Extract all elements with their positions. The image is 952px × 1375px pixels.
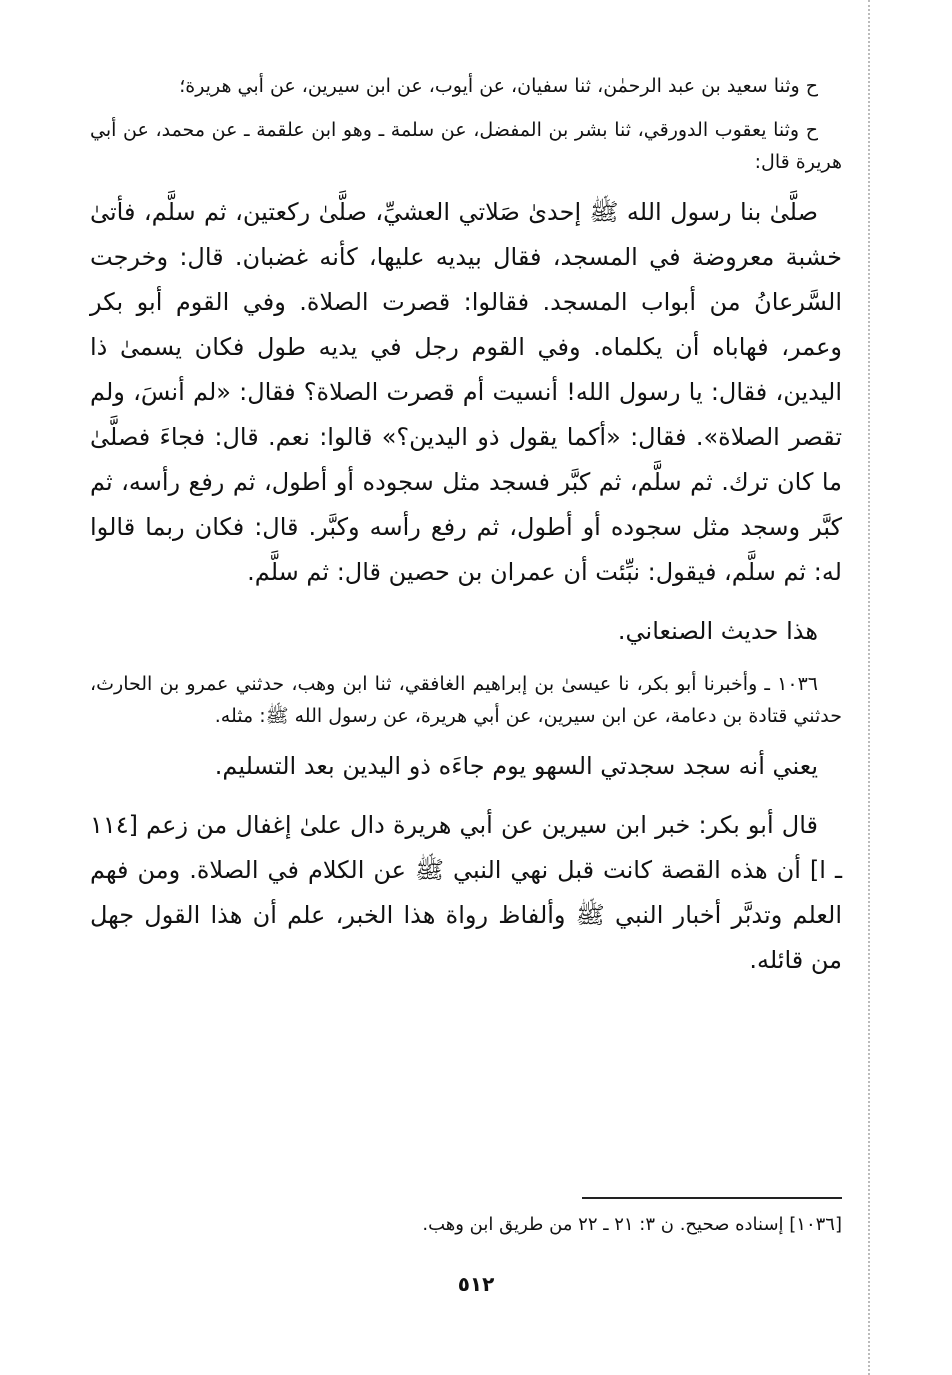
paragraph-isnad-1: ح وثنا سعيد بن عبد الرحمٰن، ثنا سفيان، عن أيوب، عن ابن سيرين، عن أبي هريرة؛ xyxy=(179,75,818,97)
paragraph-hadith-text: صلَّىٰ بنا رسول الله ﷺ إحدىٰ صَلاتي العشيِّ، صلَّىٰ ركعتين، ثم سلَّم، فأتىٰ خشبة معروضة في المسجد، فقال بيديه عليها، كأنه غضبان. قال: وخرجت السَّرعانُ من أبواب المسجد. فقالوا: قصرت الصلاة. وفي القوم أبو بكر وعمر، فهاباه أن يكلماه. وفي القوم رجل في يديه طول فكان يسمىٰ ذا اليدين، فقال: يا رسول الله! أنسيت أم قصرت الصلاة؟ فقال: «لم أنسَ، ولم تقصر الصلاة». فقال: «أكما يقول ذو اليدين؟» قالوا: نعم. قال: فجاءَ فصلَّىٰ ما كان ترك. ثم سلَّم، ثم كبَّر فسجد مثل سجوده أو أطول، ثم رفع رأسه، ثم كبَّر وسجد مثل سجوده أو أطول، ثم رفع رأسه وكبَّر. قال: فكان ربما قالوا له: ثم سلَّم، فيقول: نبِّئت أن عمران بن حصين قال: ثم سلَّم. xyxy=(90,198,842,586)
paragraph-hadith-1036: ١٠٣٦ ـ وأخبرنا أبو بكر، نا عيسىٰ بن إبراهيم الغافقي، ثنا ابن وهب، حدثني عمرو بن الحارث، حدثني قتادة بن دعامة، عن ابن سيرين، عن أبي هريرة، عن رسول الله ﷺ: مثله. xyxy=(90,673,842,727)
paragraph-explanation: يعني أنه سجد سجدتي السهو يوم جاءَه ذو اليدين بعد التسليم. xyxy=(214,752,818,780)
footnote: [١٠٣٦] إسناده صحيح. ن ٣: ٢١ ـ ٢٢ من طريق ابن وهب. xyxy=(422,1214,842,1235)
paragraph-isnad-2: ح وثنا يعقوب الدورقي، ثنا بشر بن المفضل، عن سلمة ـ وهو ابن علقمة ـ عن محمد، عن أبي هريرة قال: xyxy=(90,119,842,173)
paragraph-note: هذا حديث الصنعاني. xyxy=(617,617,818,645)
footnote-divider xyxy=(582,1197,842,1199)
page-body xyxy=(90,70,842,997)
paragraph-abu-bakr-comment: قال أبو بكر: خبر ابن سيرين عن أبي هريرة دال علىٰ إغفال من زعم [١١٤ ـ ا] أن هذه القصة كانت قبل نهي النبي ﷺ عن الكلام في الصلاة. ومن فهم العلم وتدبَّر أخبار النبي ﷺ وألفاظ رواة هذا الخبر، علم أن هذا القول جهل من قائله. xyxy=(90,811,842,974)
page-number: ٥١٢ xyxy=(457,1272,495,1296)
scan-edge-marks xyxy=(868,0,870,1375)
